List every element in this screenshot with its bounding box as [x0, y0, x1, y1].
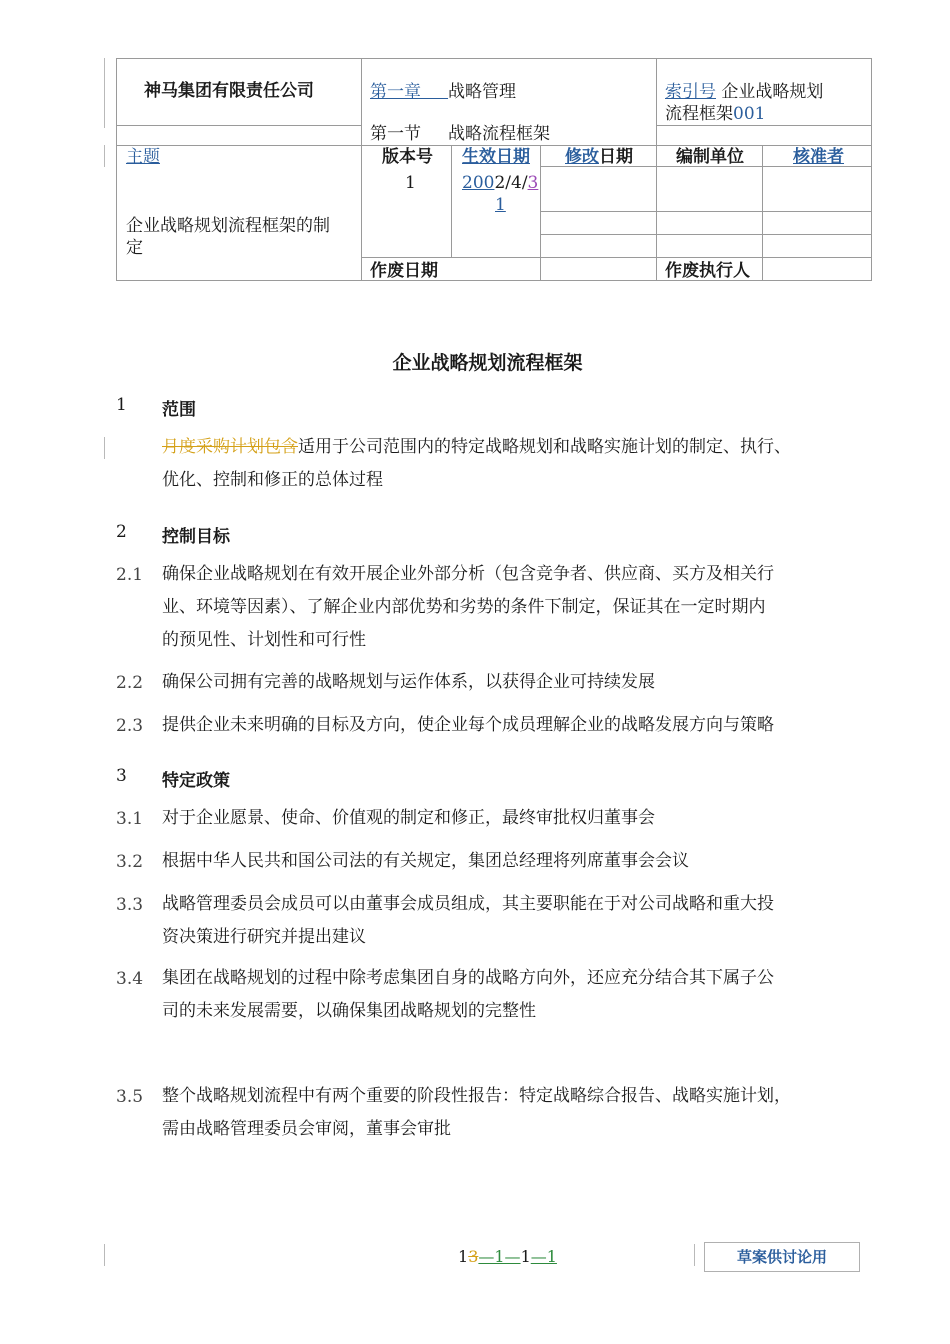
- index-code: 001: [733, 104, 766, 124]
- section-title: 控制目标: [162, 527, 230, 547]
- chapter-label[interactable]: 第一章: [370, 82, 421, 102]
- effective-date-value: [462, 172, 538, 194]
- revision-mark: [104, 1244, 105, 1266]
- revision-mark: [694, 1244, 695, 1266]
- subject-label[interactable]: 主题: [126, 147, 160, 167]
- version-value: 1: [405, 173, 416, 193]
- effective-date-part: 2/4/: [494, 173, 528, 193]
- item-line: 的预见性、计划性和可行性: [162, 630, 366, 650]
- unit-label: 编制单位: [676, 147, 744, 167]
- item-line: 司的未来发展需要，以确保集团战略规划的完整性: [162, 1001, 536, 1021]
- company-name: 神马集团有限责任公司: [144, 81, 314, 101]
- effective-date-part: 3: [527, 173, 539, 193]
- item-number: 3.4: [116, 969, 144, 989]
- subject-text: 企业战略规划流程框架的制: [126, 216, 330, 236]
- chapter-title: 战略管理: [448, 82, 517, 102]
- effective-date-part: 200: [462, 173, 495, 193]
- item-line: 资决策进行研究并提出建议: [162, 927, 366, 947]
- section-title: 范围: [162, 400, 196, 420]
- chapter-gap: [421, 82, 448, 102]
- modify-label[interactable]: 修改: [565, 147, 599, 167]
- item-number: 3.3: [116, 895, 144, 915]
- draft-stamp: 草案供讨论用: [704, 1242, 860, 1272]
- effective-date-part: 1: [495, 195, 506, 215]
- item-number: 2.3: [116, 716, 144, 736]
- item-number: 3.2: [116, 852, 144, 872]
- scope-paragraph: [162, 431, 862, 497]
- page-number: [458, 1247, 557, 1266]
- scope-text: 优化、控制和修正的总体过程: [162, 470, 383, 490]
- void-executor-label: 作废执行人: [665, 261, 750, 281]
- section-label: 第一节: [370, 124, 421, 144]
- item-line: 整个战略规划流程中有两个重要的阶段性报告：特定战略综合报告、战略实施计划，: [162, 1086, 791, 1106]
- revision-mark: [104, 145, 105, 167]
- section-number: 3: [116, 766, 127, 786]
- item-text: 对于企业愿景、使命、价值观的制定和修正，最终审批权归董事会: [162, 808, 655, 828]
- item-number: 2.1: [116, 565, 144, 585]
- index-title: 企业战略规划: [721, 82, 824, 102]
- index-label[interactable]: 索引号: [665, 82, 716, 102]
- revision-mark: [104, 437, 105, 459]
- item-number: 3.5: [116, 1087, 144, 1107]
- scope-text: 适用于公司范围内的特定战略规划和战略实施计划的制定、执行、: [298, 437, 791, 457]
- modify-date-label: 日期: [599, 147, 633, 167]
- item-number: 3.1: [116, 809, 144, 829]
- modify-date-cell: [565, 146, 633, 168]
- index-cell: [665, 81, 823, 103]
- item-text: [162, 558, 862, 657]
- page-number-part: 1: [520, 1247, 531, 1266]
- item-line: 战略管理委员会成员可以由董事会成员组成，其主要职能在于对公司战略和重大投: [162, 894, 774, 914]
- item-line: 确保企业战略规划在有效开展企业外部分析（包含竞争者、供应商、买方及相关行: [162, 564, 774, 584]
- subject-text-2: 定: [126, 238, 143, 258]
- section-title: 特定政策: [162, 771, 230, 791]
- section-title: 战略流程框架: [448, 124, 551, 144]
- item-number: 2.2: [116, 673, 144, 693]
- index-title-2: 流程框架: [665, 104, 733, 124]
- document-title: 企业战略规划流程框架: [392, 352, 583, 374]
- void-date-label: 作废日期: [370, 261, 438, 281]
- version-label: 版本号: [382, 147, 433, 167]
- item-line: 业、环境等因素）、了解企业内部优势和劣势的条件下制定，保证其在一定时期内: [162, 597, 766, 617]
- section-number: 1: [116, 395, 127, 415]
- item-text: [162, 962, 862, 1028]
- page-number-deleted: 3: [468, 1247, 479, 1266]
- item-text: 确保公司拥有完善的战略规划与运作体系，以获得企业可持续发展: [162, 672, 655, 692]
- item-text: [162, 888, 862, 954]
- section-number: 2: [116, 522, 127, 542]
- page-number-part: 1: [458, 1247, 469, 1266]
- approver-label[interactable]: 核准者: [793, 147, 844, 167]
- deleted-text: 月度采购计划包含: [162, 437, 298, 457]
- section-cell: [370, 123, 550, 145]
- item-text: 提供企业未来明确的目标及方向，使企业每个成员理解企业的战略发展方向与策略: [162, 715, 774, 735]
- chapter-cell: [370, 81, 516, 103]
- page-number-inserted: —1—: [478, 1247, 521, 1266]
- item-line: 集团在战略规划的过程中除考虑集团自身的战略方向外，还应充分结合其下属子公: [162, 968, 774, 988]
- item-line: 需由战略管理委员会审阅，董事会审批: [162, 1119, 451, 1139]
- page-number-inserted: —1: [530, 1247, 557, 1266]
- index-cell-line2: [665, 103, 765, 125]
- effective-date-label[interactable]: 生效日期: [462, 147, 530, 167]
- item-text: 根据中华人民共和国公司法的有关规定，集团总经理将列席董事会会议: [162, 851, 689, 871]
- item-text: [162, 1080, 862, 1146]
- revision-mark: [104, 58, 105, 128]
